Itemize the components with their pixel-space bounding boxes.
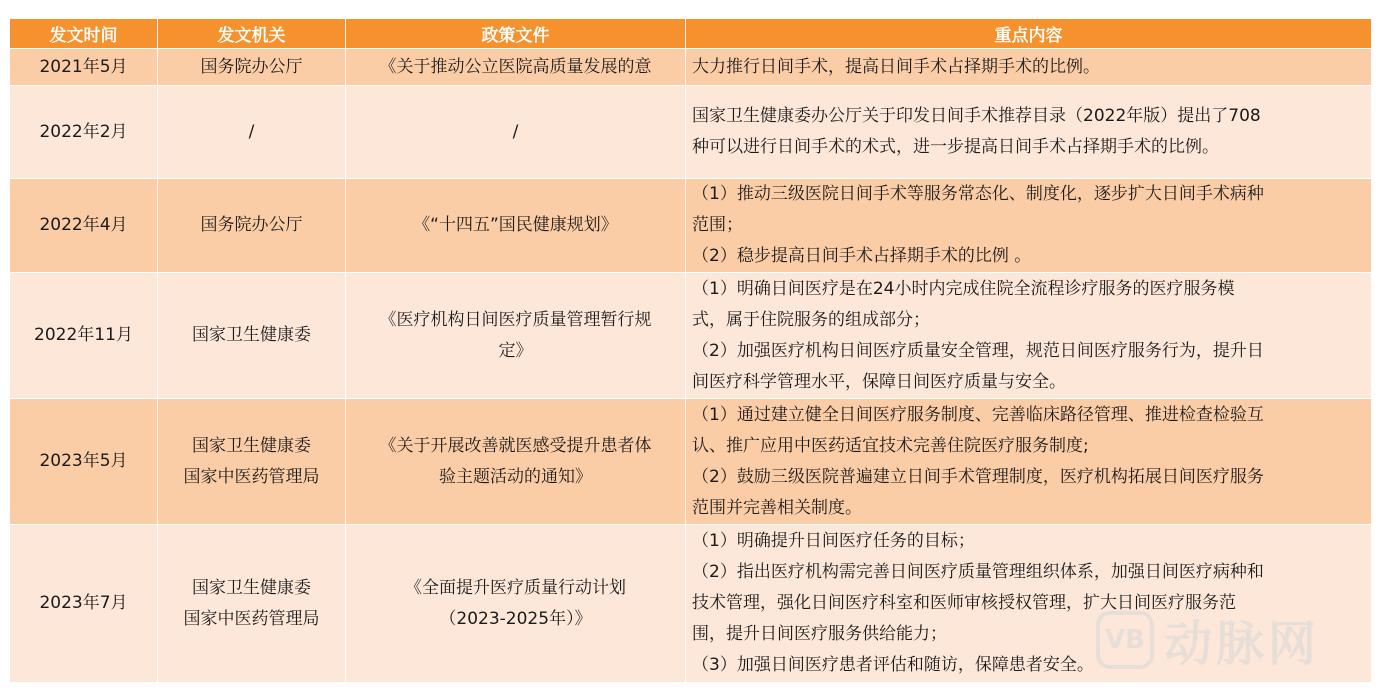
policy-table [9,18,1372,683]
cell-org: 国家卫生健康委 [158,273,346,399]
table-row [10,273,1372,399]
cell-org: 国务院办公厅 [158,49,346,86]
cell-time: 2022年4月 [10,179,158,273]
table-row [10,86,1372,179]
watermark-logo-icon: VB [1096,611,1154,669]
cell-content: （1）通过建立健全日间医疗服务制度、完善临床路径管理、推进检查检验互 认、推广应用中医药适宜技术完善住院医疗服务制度; （2）鼓励三级医院普遍建立日间手术管理制度，医疗机构拓展日间医疗服务 范围并完善相关制度。 [686,399,1372,525]
cell-time: 2021年5月 [10,49,158,86]
cell-content: （1）明确提升日间医疗任务的目标； （2）指出医疗机构需完善日间医疗质量管理组织体系，加强日间医疗病种和 技术管理，强化日间医疗科室和医师审核授权管理，扩大日间医疗服务范 围，提升日间医疗服务供给能力； （3）加强日间医疗患者评估和随访，保障患者安全。 [686,525,1372,683]
header-content: 重点内容 [686,19,1372,49]
table-row [10,399,1372,525]
watermark-text: 动脉网 [1164,616,1321,672]
cell-org: 国家卫生健康委 国家中医药管理局 [158,399,346,525]
header-doc: 政策文件 [346,19,686,49]
cell-org: 国务院办公厅 [158,179,346,273]
cell-org: 国家卫生健康委 国家中医药管理局 [158,525,346,683]
table-row [10,179,1372,273]
watermark [1096,605,1320,674]
cell-time: 2022年2月 [10,86,158,179]
cell-content: 大力推行日间手术，提高日间手术占择期手术的比例。 [686,49,1372,86]
cell-doc: 《“十四五”国民健康规划》 [346,179,686,273]
header-org: 发文机关 [158,19,346,49]
cell-doc: 《医疗机构日间医疗质量管理暂行规 定》 [346,273,686,399]
cell-org: / [158,86,346,179]
cell-doc: 《关于推动公立医院高质量发展的意 [346,49,686,86]
table-row [10,49,1372,86]
cell-content: 国家卫生健康委办公厅关于印发日间手术推荐目录（2022年版）提出了708 种可以进行日间手术的术式，进一步提高日间手术占择期手术的比例。 [686,86,1372,179]
header-time: 发文时间 [10,19,158,49]
cell-content: （1）推动三级医院日间手术等服务常态化、制度化，逐步扩大日间手术病种 范围； （2）稳步提高日间手术占择期手术的比例 。 [686,179,1372,273]
cell-time: 2023年7月 [10,525,158,683]
cell-doc: 《关于开展改善就医感受提升患者体 验主题活动的通知》 [346,399,686,525]
cell-content: （1）明确日间医疗是在24小时内完成住院全流程诊疗服务的医疗服务模 式，属于住院服务的组成部分； （2）加强医疗机构日间医疗质量安全管理，规范日间医疗服务行为，提升日 间医疗科学管理水平，保障日间医疗质量与安全。 [686,273,1372,399]
cell-doc: / [346,86,686,179]
cell-time: 2023年5月 [10,399,158,525]
cell-time: 2022年11月 [10,273,158,399]
cell-doc: 《全面提升医疗质量行动计划 （2023-2025年）》 [346,525,686,683]
table-header-row [10,19,1372,49]
